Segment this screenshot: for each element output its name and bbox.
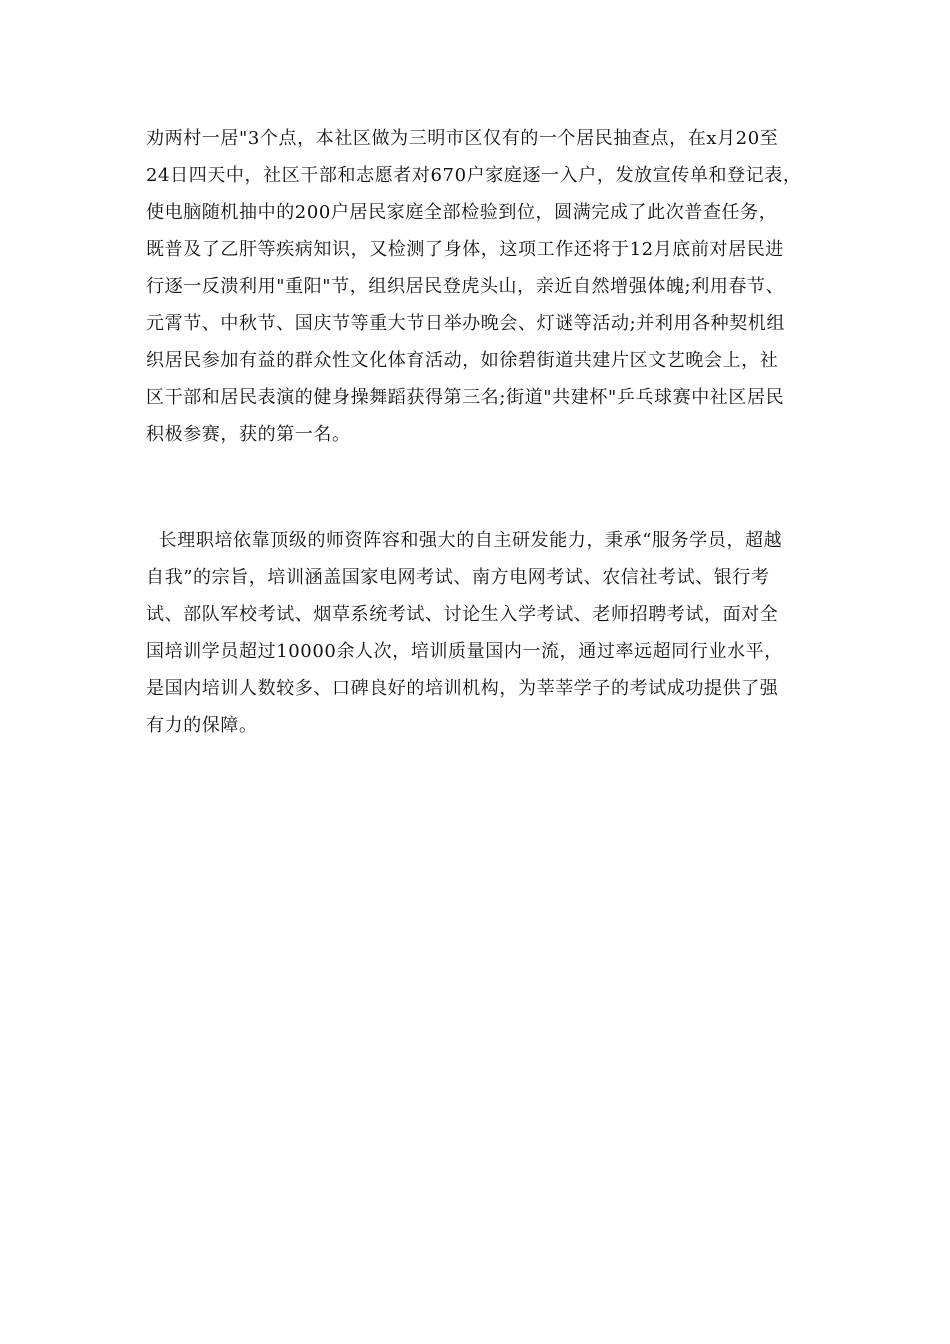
text-line: 是国内培训人数较多、口碑良好的培训机构，为莘莘学子的考试成功提供了强 <box>146 678 779 699</box>
text-line: 国培训学员超过10000余人次，培训质量国内一流，通过率远超同行业水平， <box>146 641 783 662</box>
text-line: 织居民参加有益的群众性文化体育活动，如徐碧街道共建片区文艺晚会上，社 <box>146 350 779 371</box>
text-line: 积极参赛，获的第一名。 <box>146 424 351 445</box>
text-line: 24日四天中，社区干部和志愿者对670户家庭逐一入户，发放宣传单和登记表， <box>146 165 802 186</box>
paragraph-community-activities <box>146 120 812 453</box>
text-line: 劝两村一居"3个点，本社区做为三明市区仅有的一个居民抽查点，在x月20至 <box>146 128 779 149</box>
text-line: 有力的保障。 <box>146 715 258 736</box>
text-line: 行逐一反溃利用"重阳"节，组织居民登虎头山，亲近自然增强体魄;利用春节、 <box>146 276 785 297</box>
text-line: 元霄节、中秋节、国庆节等重大节日举办晚会、灯谜等活动;并利用各种契机组 <box>146 313 786 334</box>
text-line: 区干部和居民表演的健身操舞蹈获得第三名;街道"共建杯"乒乓球赛中社区居民 <box>146 387 785 408</box>
text-line: 长理职培依靠顶级的师资阵容和强大的自主研发能力，秉承“服务学员，超越 <box>146 530 783 551</box>
paragraph-training-ad <box>146 522 812 744</box>
text-line: 自我”的宗旨，培训涵盖国家电网考试、南方电网考试、农信社考试、银行考 <box>146 567 770 588</box>
text-line: 使电脑随机抽中的200户居民家庭全部检验到位，圆满完成了此次普查任务， <box>146 202 778 223</box>
text-line: 既普及了乙肝等疾病知识，又检测了身体，这项工作还将于12月底前对居民进 <box>146 239 784 260</box>
text-line: 试、部队军校考试、烟草系统考试、讨论生入学考试、老师招聘考试，面对全 <box>146 604 779 625</box>
